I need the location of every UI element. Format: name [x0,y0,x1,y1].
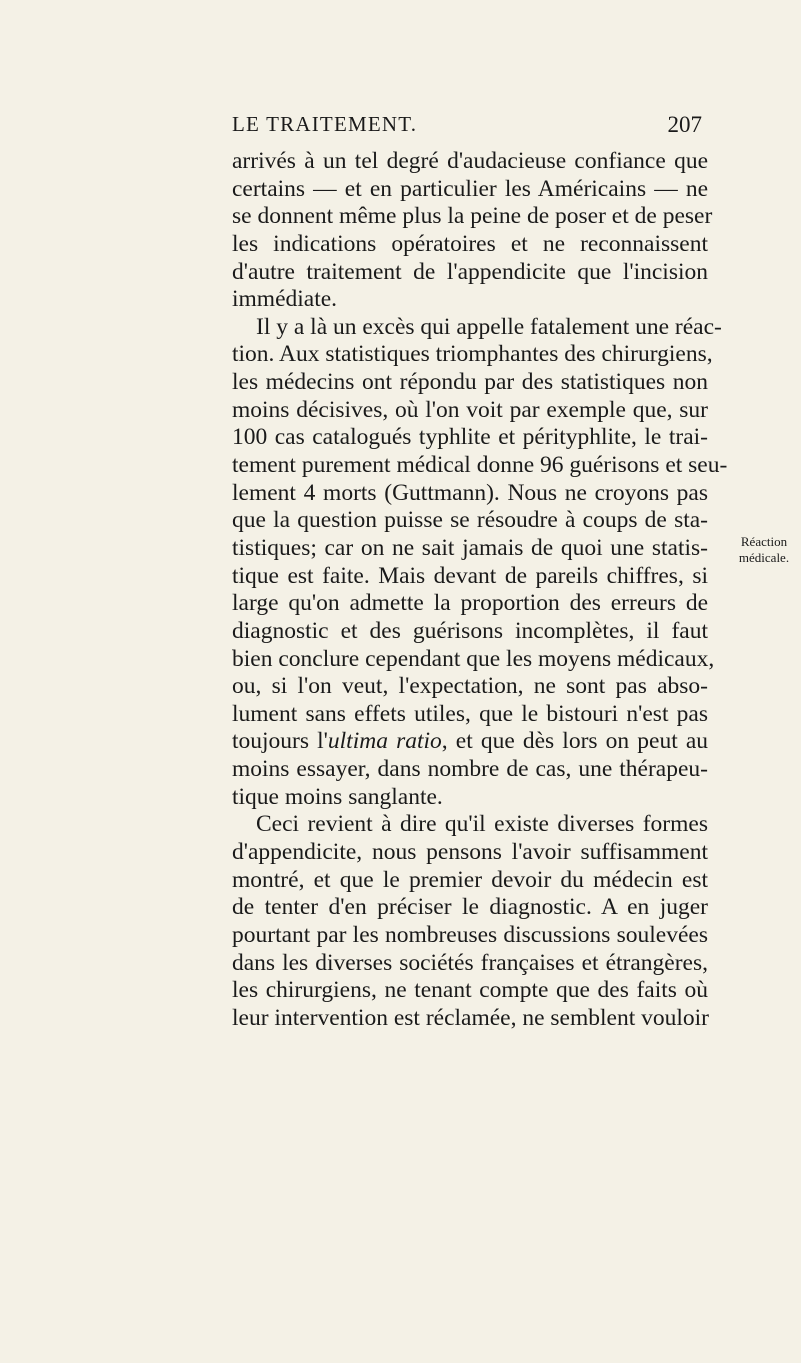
text-line: lement 4 morts (Guttmann). Nous ne croyons pas [232,479,708,506]
page-number: 207 [667,112,702,137]
text-line: les médecins ont répondu par des statistiques non [232,369,708,396]
text-line: se donnent même plus la peine de poser et de peser [232,203,713,230]
text-line: ou, si l'on veut, l'expectation, ne sont pas abso- [232,673,708,700]
text-line: diagnostic et des guérisons incomplètes, il faut [232,617,708,644]
italic-phrase: ultima ratio [327,728,442,755]
text-line: toujours l'ultima ratio, et que dès lors on peut au [232,728,709,755]
text-line: Ceci revient à dire qu'il existe diverses formes [256,811,708,838]
text-line: arrivés à un tel degré d'audacieuse confiance que [232,148,708,174]
text-line: immédiate. [232,286,338,313]
text-line: de tenter d'en préciser le diagnostic. A en juger [232,894,708,921]
text-line: pourtant par les nombreuses discussions soulevées [232,921,708,948]
text-line: tion. Aux statistiques triomphantes des chirurgiens, [232,341,713,368]
text-line: les indications opératoires et ne reconnaissent [232,230,708,257]
text-line: montré, et que le premier devoir du médecin est [232,866,708,893]
text-line: que la question puisse se résoudre à coups de sta- [232,507,708,534]
text-line: les chirurgiens, ne tenant compte que des faits où [232,977,708,1004]
text-line: Il y a là un excès qui appelle fatalement une réac- [256,313,722,340]
page-header [232,112,702,142]
text-line: leur intervention est réclamée, ne semblent vouloir [232,1004,710,1031]
text-line: tique est faite. Mais devant de pareils chiffres, si [232,562,708,589]
text-line: 100 cas catalogués typhlite et pérityphlite, le trai- [232,424,708,451]
text-line: lument sans effets utiles, que le bistouri n'est pas [232,700,708,727]
running-title: LE TRAITEMENT. [232,112,418,136]
text-line: d'autre traitement de l'appendicite que l'incision [232,258,708,285]
text-line: tement purement médical donne 96 guérisons et seu- [232,452,728,479]
margin-note-line: Réaction [740,534,788,549]
text-line: moins décisives, où l'on voit par exemple que, sur [232,396,708,423]
text-line: dans les diverses sociétés françaises et étrangères, [232,949,708,976]
text-line: large qu'on admette la proportion des erreurs de [232,590,708,617]
text-line: certains — et en particulier les Américains — ne [232,175,708,202]
text-line: moins essayer, dans nombre de cas, une thérapeu- [232,756,708,783]
margin-note-line: médicale. [738,550,790,565]
text-line: d'appendicite, nous pensons l'avoir suffisamment [232,839,708,866]
text-line: bien conclure cependant que les moyens médicaux, [232,645,715,672]
text-line: tistiques; car on ne sait jamais de quoi une statis- [232,534,708,561]
text-line: tique moins sanglante. [232,783,443,810]
margin-note [730,534,798,566]
body-text [232,148,728,1033]
